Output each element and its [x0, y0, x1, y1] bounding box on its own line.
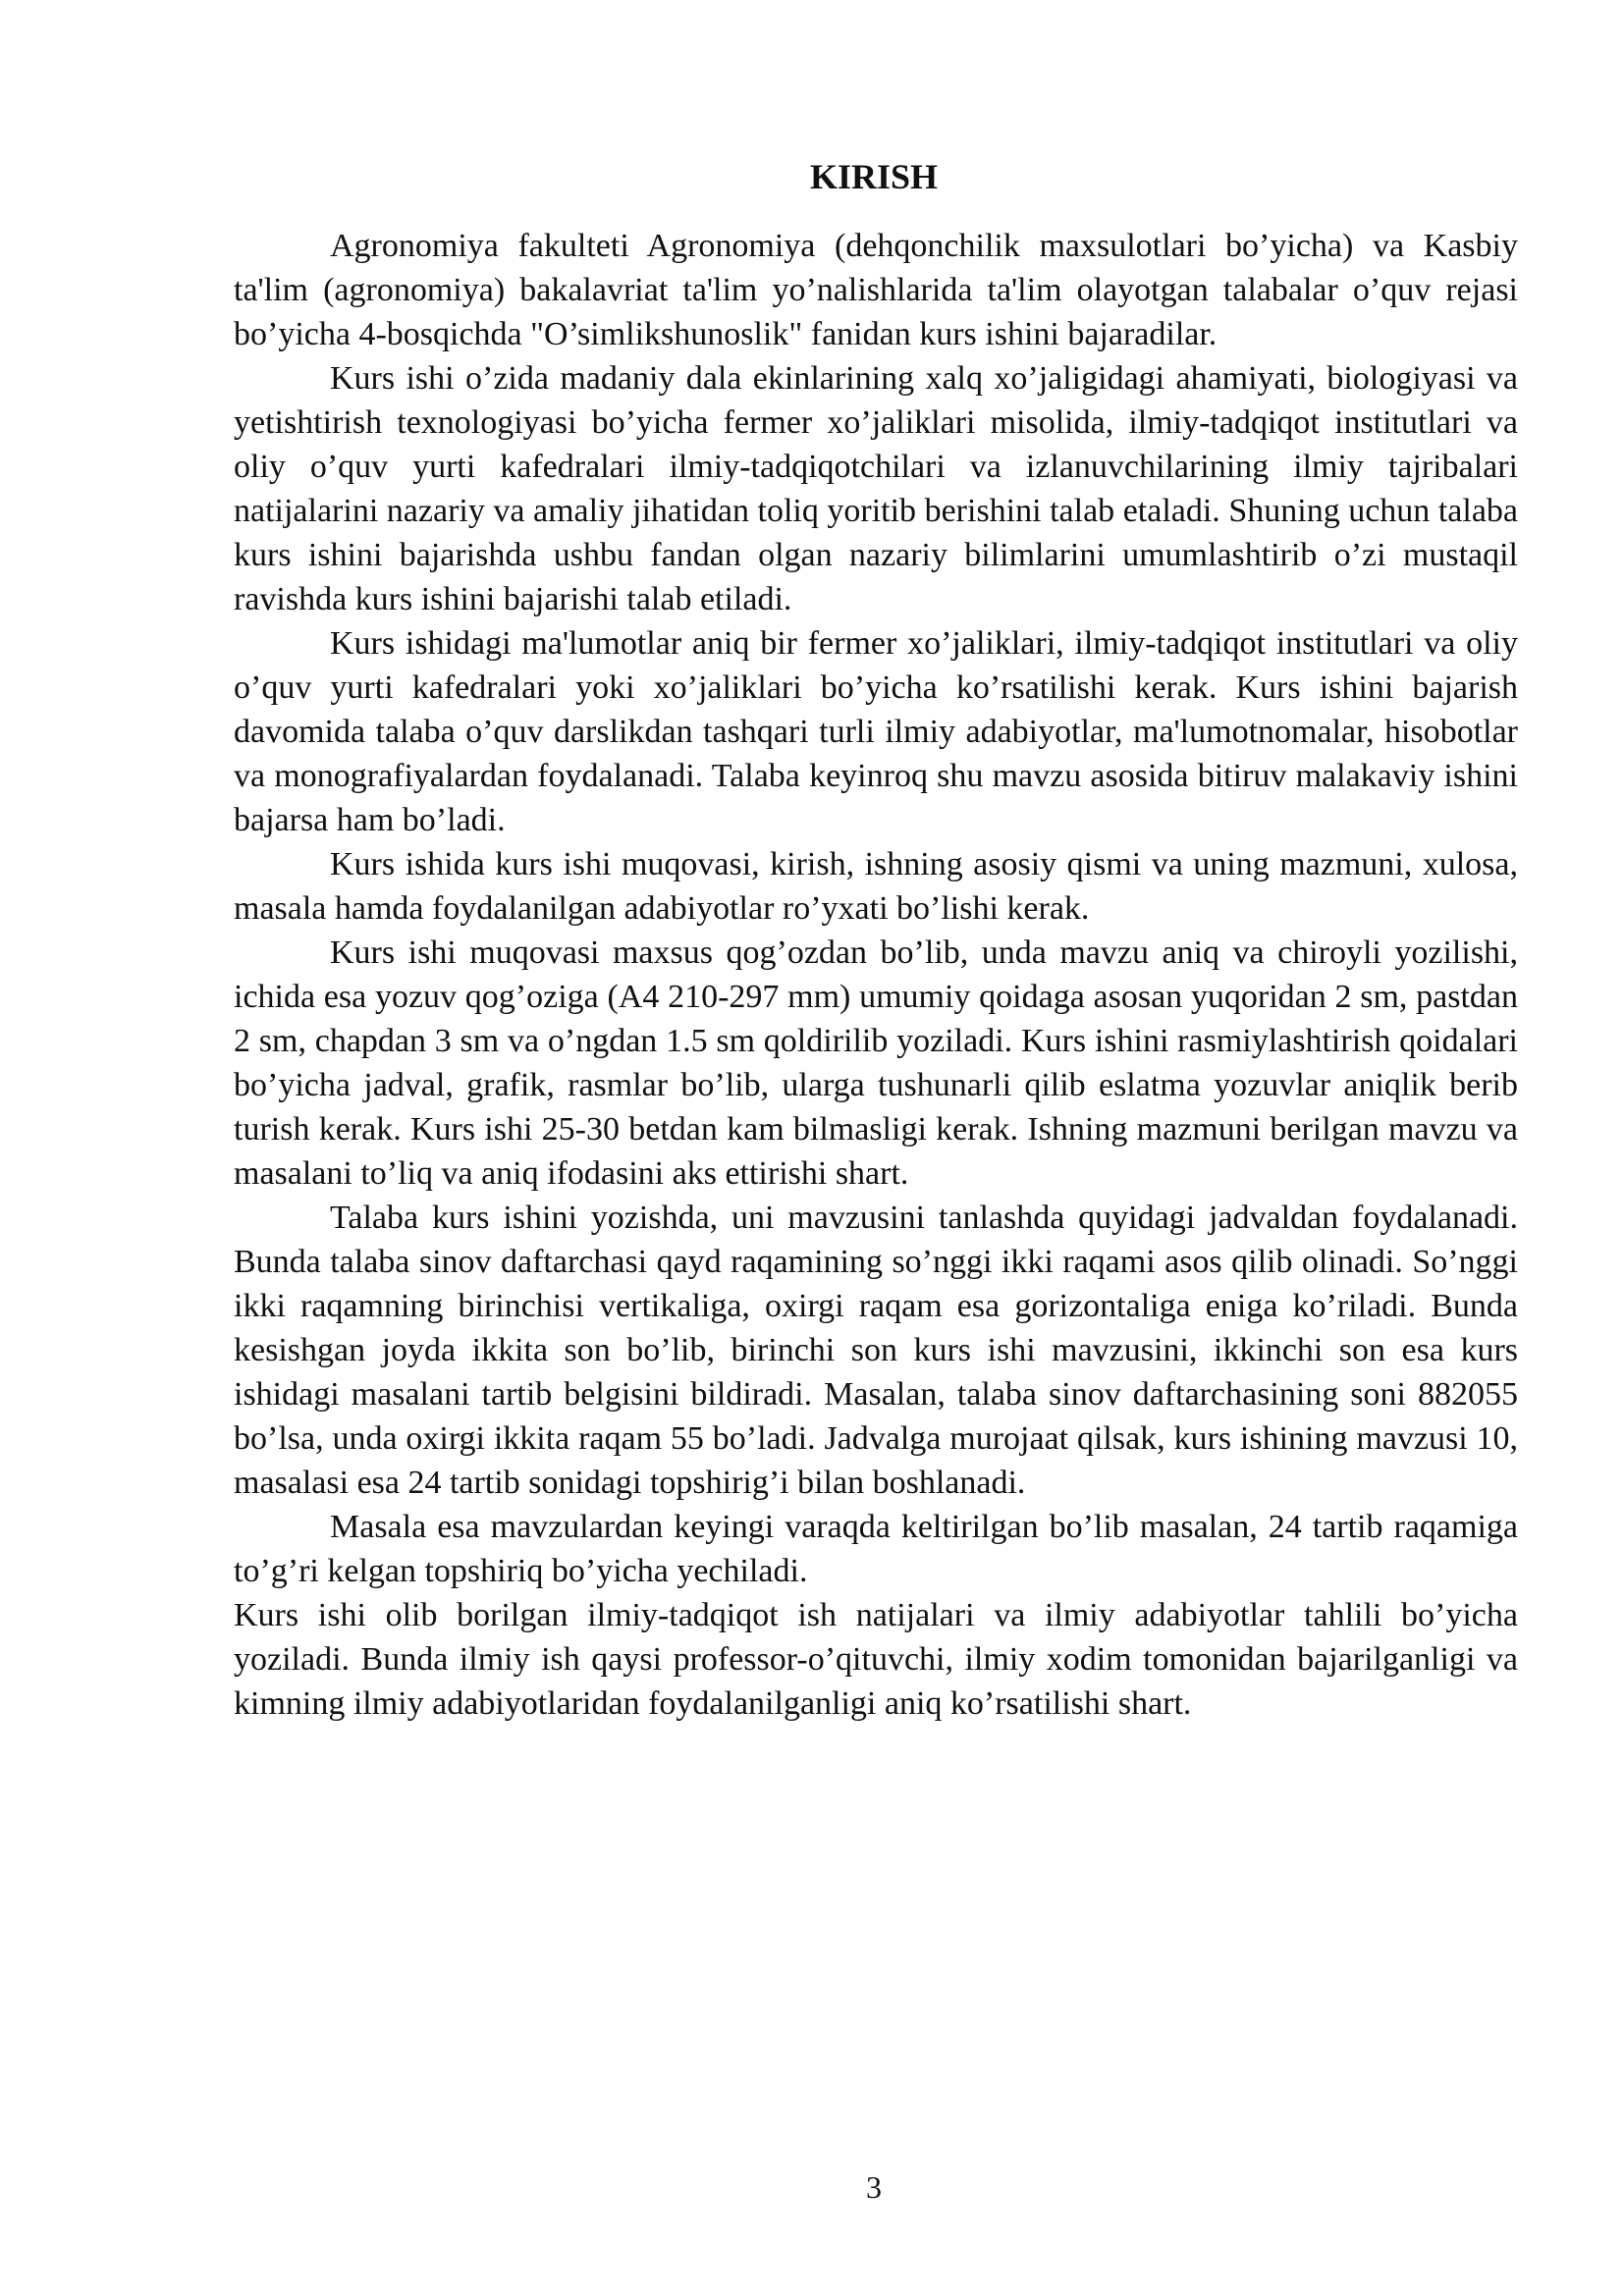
- paragraph-final: Kurs ishi olib borilgan ilmiy-tadqiqot ish natijalari va ilmiy adabiyotlar tahlili bo’yicha yoziladi. Bunda ilmiy ish qaysi professor-o’qituvchi, ilmiy xodim tomonidan bajarilganligi va kimning ilmiy adabiyotlaridan foydalanilganligi aniq ko’rsatilishi shart.: [234, 1597, 1518, 1722]
- body-text: [234, 224, 1518, 1726]
- page-number: 3: [866, 2169, 882, 2205]
- paragraph-6: Talaba kurs ishini yozishda, uni mavzusini tanlashda quyidagi jadvaldan foydalanadi. Bunda talaba sinov daftarchasi qayd raqamining so’nggi ikki raqami asos qilib olinadi. So’nggi ikki raqamning birinchisi vertikaliga, oxirgi raqam esa gorizontaliga eniga ko’riladi. Bunda kesishgan joyda ikkita son bo’lib, birinchi son kurs ishi mavzusini, ikkinchi son esa kurs ishidagi masalani tartib belgisini bildiradi. Masalan, talaba sinov daftarchasining soni 882055 bo’lsa, unda oxirgi ikkita raqam 55 bo’ladi. Jadvalga murojaat qilsak, kurs ishining mavzusi 10, masalasi esa 24 tartib sonidagi topshirig’i bilan boshlanadi.: [234, 1200, 1518, 1501]
- paragraph-2: Kurs ishi o’zida madaniy dala ekinlarining xalq xo’jaligidagi ahamiyati, biologiyasi va yetishtirish texnologiyasi bo’yicha fermer xo’jaliklari misolida, ilmiy-tadqiqot institutlari va oliy o’quv yurti kafedralari ilmiy-tadqiqotchilari va izlanuvchilarining ilmiy tajribalari natijalarini nazariy va amaliy jihatidan toliq yoritib berishini talab etaladi. Shuning uchun talaba kurs ishini bajarishda ushbu fandan olgan nazariy bilimlarini umumlashtirib o’zi mustaqil ravishda kurs ishini bajarishi talab etiladi.: [234, 360, 1518, 617]
- paragraph-5: Kurs ishi muqovasi maxsus qog’ozdan bo’lib, unda mavzu aniq va chiroyli yozilishi, ichida esa yozuv qog’oziga (A4 210-297 mm) umumiy qoidaga asosan yuqoridan 2 sm, pastdan 2 sm, chapdan 3 sm va o’ngdan 1.5 sm qoldirilib yoziladi. Kurs ishini rasmiylashtirish qoidalari bo’yicha jadval, grafik, rasmlar bo’lib, ularga tushunarli qilib eslatma yozuvlar aniqlik berib turish kerak. Kurs ishi 25-30 betdan kam bilmasligi kerak. Ishning mazmuni berilgan mavzu va masalani to’liq va aniq ifodasini aks ettirishi shart.: [234, 934, 1518, 1192]
- paragraph-7: Masala esa mavzulardan keyingi varaqda keltirilgan bo’lib masalan, 24 tartib raqamiga to’g’ri kelgan topshiriq bo’yicha yechiladi.: [234, 1509, 1518, 1589]
- paragraph-3: Kurs ishidagi ma'lumotlar aniq bir fermer xo’jaliklari, ilmiy-tadqiqot institutlari va oliy o’quv yurti kafedralari yoki xo’jaliklari bo’yicha ko’rsatilishi kerak. Kurs ishini bajarish davomida talaba o’quv darslikdan tashqari turli ilmiy adabiyotlar, ma'lumotnomalar, hisobotlar va monografiyalardan foydalanadi. Talaba keyinroq shu mavzu asosida bitiruv malakaviy ishini bajarsa ham bo’ladi.: [234, 625, 1518, 838]
- page-heading: KIRISH: [809, 157, 939, 196]
- paragraph-1: Agronomiya fakulteti Agronomiya (dehqonchilik maxsulotlari bo’yicha) va Kasbiy ta'lim (agronomiya) bakalavriat ta'lim yo’nalishlarida ta'lim olayotgan talabalar o’quv rejasi bo’yicha 4-bosqichda "O’simlikshunoslik" fanidan kurs ishini bajaradilar.: [234, 228, 1518, 352]
- paragraph-4: Kurs ishida kurs ishi muqovasi, kirish, ishning asosiy qismi va uning mazmuni, xulosa, masala hamda foydalanilgan adabiyotlar ro’yxati bo’lishi kerak.: [234, 846, 1518, 927]
